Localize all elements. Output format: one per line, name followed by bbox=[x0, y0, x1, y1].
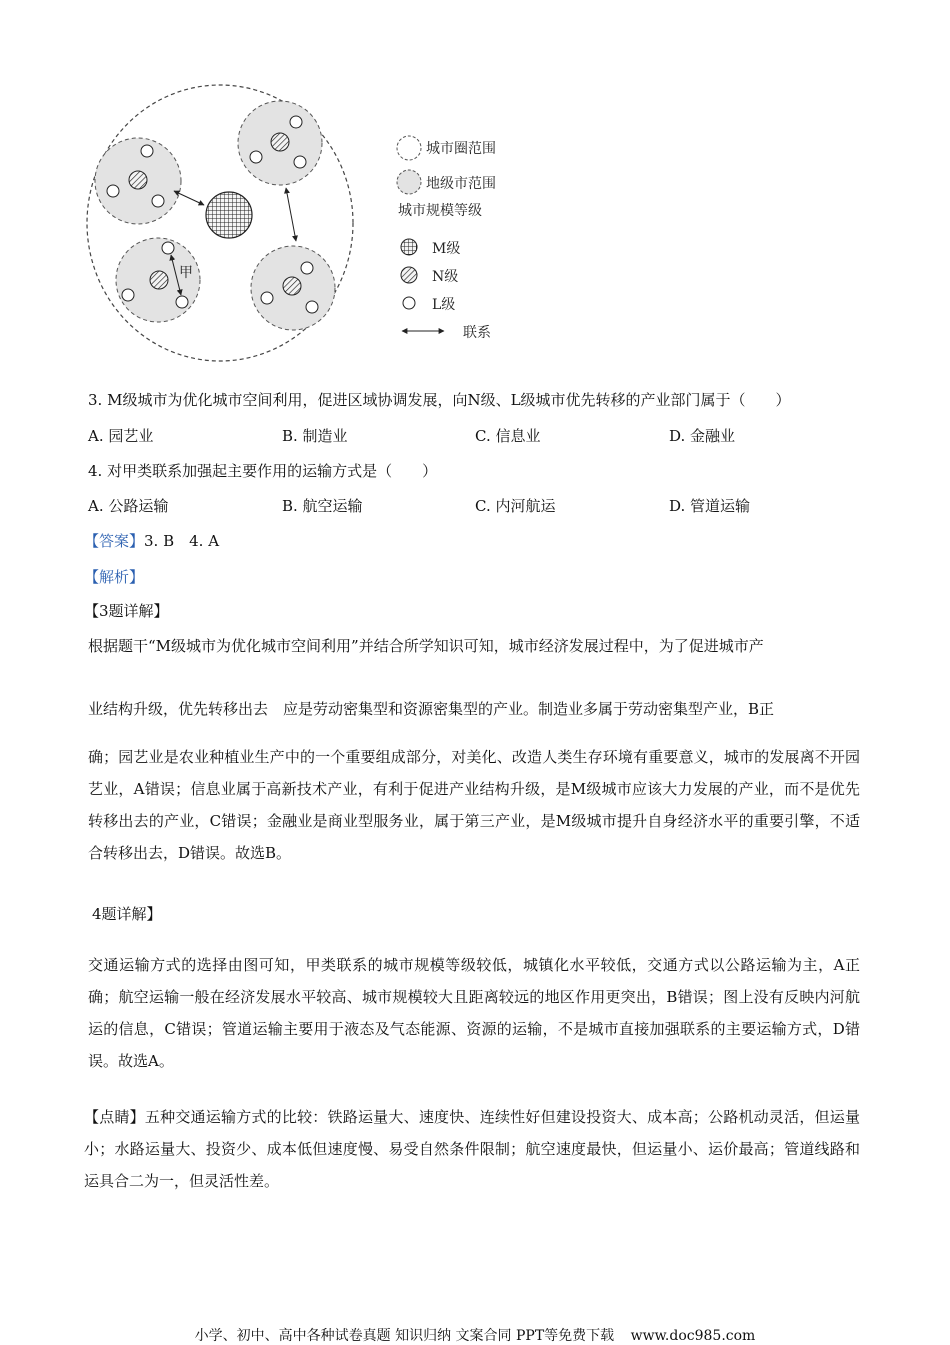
legend bbox=[397, 136, 496, 341]
q4-option-c: C. 内河航运 bbox=[475, 497, 556, 515]
city-circle-diagram bbox=[80, 78, 520, 368]
tip-paragraph bbox=[84, 1101, 860, 1197]
answer-line bbox=[84, 530, 219, 551]
legend-prefecture-range: 地级市范围 bbox=[426, 176, 496, 192]
legend-scale-title: 城市规模等级 bbox=[398, 203, 482, 219]
tip-text: 五种交通运输方式的比较：铁路运量大、速度快、连续性好但建设投资大、成本高；公路机动灵活，但运量小；水路运量大、投资少、成本低但速度慢、易受自然条件限制；航空速度最快，但运量小、运价最高；管道线路和运具合二为一，但灵活性差。 bbox=[84, 1108, 860, 1190]
footer-text: 小学、初中、高中各种试卷真题 知识归纳 文案合同 PPT等免费下载 bbox=[194, 1328, 615, 1344]
detail-4-body: 交通运输方式的选择由图可知，甲类联系的城市规模等级较低，城镇化水平较低，交通方式以公路运输为主，A正确；航空运输一般在经济发展水平较高、城市规模较大且距离较远的地区作用更突出，B错误；图上没有反映内河航运的信息，C错误；管道运输主要用于液态及气态能源、资源的运输，不是城市直接加强联系的主要运输方式，D错误。故选A。 bbox=[88, 956, 860, 1070]
detail-3-line-1: 根据题干“M级城市为优化城市空间利用”并结合所学知识可知，城市经济发展过程中，为了促进城市产 bbox=[88, 637, 764, 655]
footer-url[interactable]: www.doc985.com bbox=[630, 1328, 756, 1344]
detail-3-title: 【3题详解】 bbox=[84, 602, 169, 620]
q3-option-c: C. 信息业 bbox=[475, 427, 541, 445]
answer-tag: 【答案】 bbox=[84, 532, 145, 550]
detail-4-title: 4题详解】 bbox=[92, 905, 162, 923]
q4-option-d: D. 管道运输 bbox=[669, 497, 751, 515]
question-4-stem: 4. 对甲类联系加强起主要作用的运输方式是（ ） bbox=[88, 462, 438, 480]
answer-text: 3. B 4. A bbox=[144, 532, 220, 550]
legend-n-level: N级 bbox=[432, 269, 459, 285]
legend-m-level: M级 bbox=[432, 241, 461, 257]
detail-3-line-2: 业结构升级，优先转移出去 应是劳动密集型和资源密集型的产业。制造业多属于劳动密集型产业，B正 bbox=[88, 700, 775, 718]
prefecture-bottom-left bbox=[116, 238, 200, 322]
prefecture-bottom-right bbox=[251, 246, 335, 330]
analysis-tag: 【解析】 bbox=[84, 568, 145, 586]
question-3-stem: 3. M级城市为优化城市空间利用，促进区域协调发展，向N级、L级城市优先转移的产业部门属于（ ） bbox=[88, 391, 791, 409]
footer bbox=[0, 1325, 950, 1345]
prefecture-left bbox=[95, 138, 181, 224]
legend-link: 联系 bbox=[463, 325, 491, 341]
q3-option-b: B. 制造业 bbox=[282, 427, 348, 445]
legend-l-level: L级 bbox=[432, 297, 456, 313]
prefecture-top bbox=[238, 101, 322, 185]
m-level-city bbox=[206, 192, 252, 238]
q4-option-a: A. 公路运输 bbox=[88, 497, 169, 515]
q3-option-d: D. 金融业 bbox=[669, 427, 736, 445]
tip-tag: 【点睛】 bbox=[84, 1108, 145, 1126]
label-jia: 甲 bbox=[179, 265, 193, 281]
q4-option-b: B. 航空运输 bbox=[282, 497, 363, 515]
legend-circle-range: 城市圈范围 bbox=[426, 141, 496, 157]
detail-3-body: 确；园艺业是农业种植业生产中的一个重要组成部分，对美化、改造人类生存环境有重要意义，城市的发展离不开园艺业，A错误；信息业属于高新技术产业，有利于促进产业结构升级，是M级城市应该大力发展的产业，而不是优先转移出去的产业，C错误；金融业是商业型服务业，属于第三产业，是M级城市提升自身经济水平的重要引擎，不适合转移出去，D错误。故选B。 bbox=[88, 748, 860, 862]
q3-option-a: A. 园艺业 bbox=[88, 427, 154, 445]
